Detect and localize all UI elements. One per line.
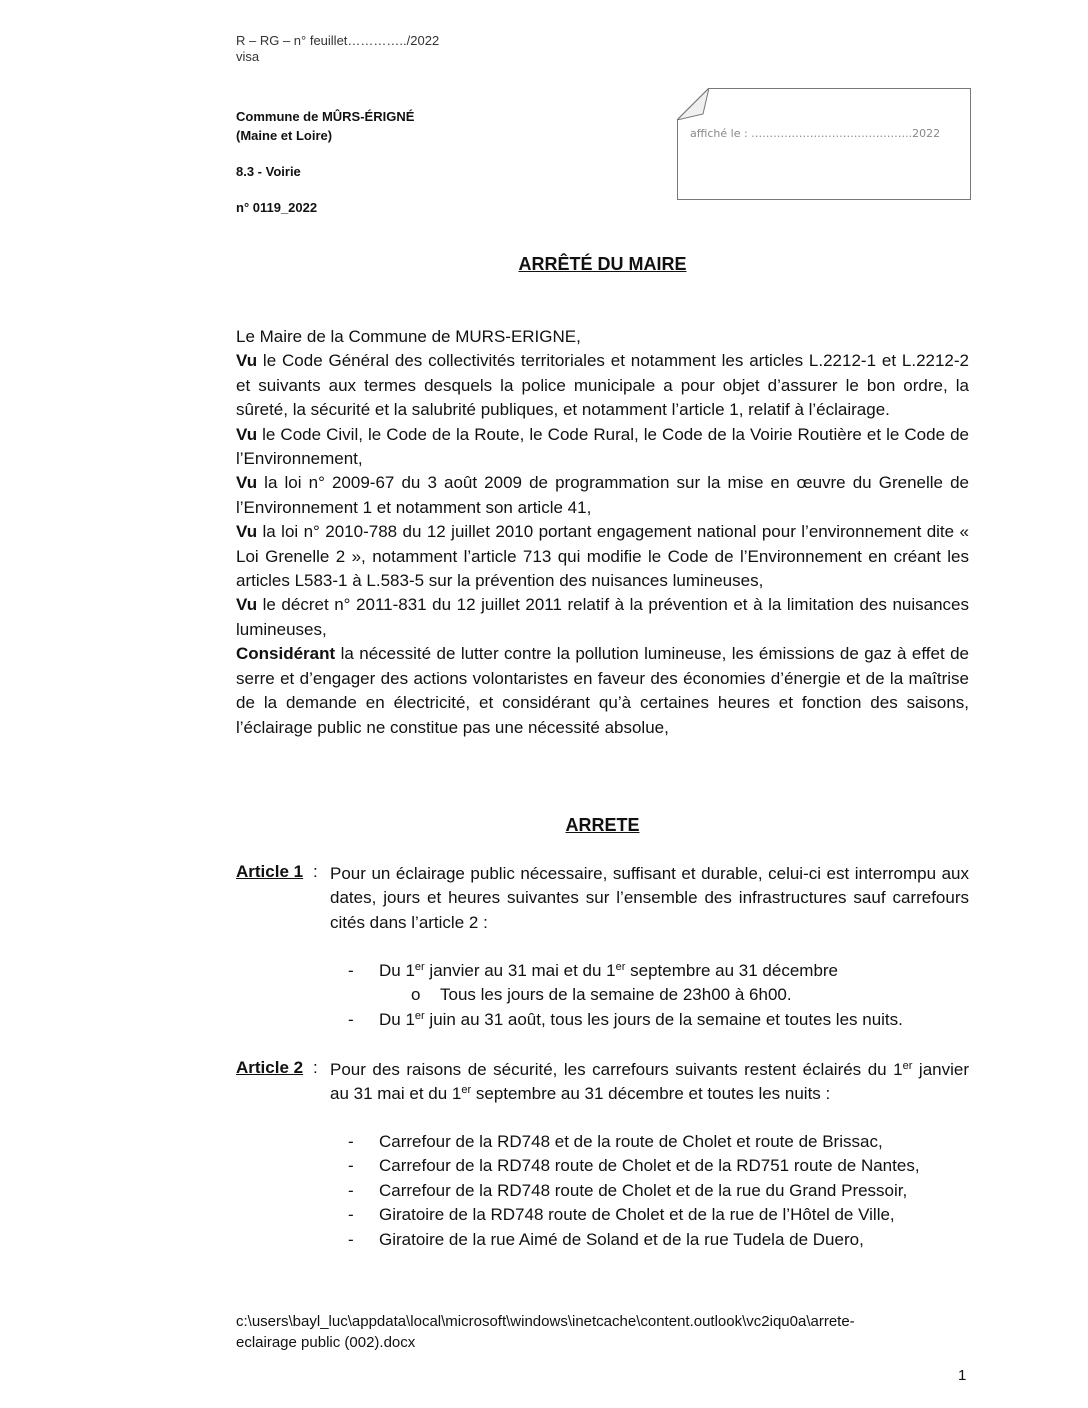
article-1-label: Article 1 <box>236 862 304 881</box>
posting-notice-box <box>677 88 971 200</box>
preamble-paragraph: Vu le décret n° 2011-831 du 12 juillet 2011 relatif à la prévention et à la limitation des nuisances lumineuses, <box>236 595 969 639</box>
article-2-label: Article 2 <box>236 1058 304 1077</box>
preamble-paragraph: Considérant la nécessité de lutter contre la pollution lumineuse, les émissions de gaz à effet de serre et d’engager des actions volontaristes en faveur des économies d’énergie et de la maîtrise de la demande en électricité, et considérant qu’à certaines heures et fonction des saisons, l’éclairage public ne constitue pas une nécessité absolue, <box>236 644 969 737</box>
list-item-text: Du 1er janvier au 31 mai et du 1er septembre au 31 décembre <box>379 961 839 980</box>
page-number: 1 <box>958 1367 967 1384</box>
article-2-list <box>348 1130 968 1252</box>
bullet-circle: o <box>411 985 421 1005</box>
folded-corner-icon <box>677 88 709 120</box>
list-item <box>348 1228 968 1252</box>
category-label: 8.3 - Voirie <box>236 164 301 179</box>
list-item <box>348 959 968 983</box>
bullet-dash: - <box>348 1205 354 1225</box>
list-item-text: Giratoire de la RD748 route de Cholet et de la rue de l’Hôtel de Ville, <box>379 1205 895 1225</box>
list-item-text: Carrefour de la RD748 route de Cholet et de la RD751 route de Nantes, <box>379 1156 920 1176</box>
file-path-line: eclairage public (002).docx <box>236 1334 416 1351</box>
preamble-paragraph: Vu la loi n° 2010-788 du 12 juillet 2010 portant engagement national pour l’environnement dite « Loi Grenelle 2 », notamment l’article 713 qui modifie le Code de l’Environnement en créant les articles L583-1 à L.583-5 sur la prévention des nuisances lumineuses, <box>236 522 969 591</box>
list-item-text: Du 1er juin au 31 août, tous les jours de la semaine et toutes les nuits. <box>379 1009 903 1029</box>
preamble-paragraph: Vu la loi n° 2009-67 du 3 août 2009 de programmation sur la mise en œuvre du Grenelle de l’Environnement 1 et notamment son article 41, <box>236 473 969 517</box>
list-item <box>348 1203 968 1227</box>
posted-on-label: affiché le : ……………………………………..2022 <box>690 127 941 140</box>
article-2-colon: : <box>313 1058 318 1077</box>
article-1-colon: : <box>313 862 318 881</box>
commune-name: Commune de MÛRS-ÉRIGNÉ <box>236 109 415 124</box>
bullet-dash: - <box>348 1229 354 1249</box>
file-path-footer <box>236 1311 969 1353</box>
bullet-dash: - <box>348 1156 354 1176</box>
article-2-text: Pour des raisons de sécurité, les carrefours suivants restent éclairés du 1er janvier au 31 mai et du 1er septembre au 31 décembre et toutes les nuits : <box>330 1060 969 1104</box>
article-1-text: Pour un éclairage public nécessaire, suffisant et durable, celui-ci est interrompu aux dates, jours et heures suivantes sur l’ensemble des infrastructures sauf carrefours cités dans l’article 2 : <box>330 864 969 932</box>
bullet-dash: - <box>348 1180 354 1200</box>
decision-title: ARRETE <box>565 815 640 835</box>
reference-block <box>236 33 439 65</box>
page-title: ARRÊTÉ DU MAIRE <box>518 254 687 274</box>
feuillet-reference: R – RG – n° feuillet…………../2022 <box>236 33 440 48</box>
list-item-text: Carrefour de la RD748 route de Cholet et de la rue du Grand Pressoir, <box>379 1180 908 1200</box>
preamble-paragraph: Vu le Code Civil, le Code de la Route, le Code Rural, le Code de la Voirie Routière et le Code de l’Environnement, <box>236 424 969 469</box>
list-item <box>348 1179 968 1203</box>
article-1-list <box>348 959 968 1032</box>
bullet-dash: - <box>348 961 354 980</box>
list-item-text: Giratoire de la rue Aimé de Soland et de la rue Tudela de Duero, <box>379 1229 864 1249</box>
list-item <box>348 1154 968 1178</box>
list-item <box>348 1130 968 1154</box>
preamble <box>236 325 969 740</box>
list-subitem <box>348 983 968 1007</box>
decree-number: n° 0119_2022 <box>236 200 318 215</box>
file-path-line: c:\users\bayl_luc\appdata\local\microsoft\windows\inetcache\content.outlook\vc2iqu0a\arrete- <box>236 1313 855 1330</box>
department-name: (Maine et Loire) <box>236 128 333 143</box>
visa-label: visa <box>236 49 260 64</box>
preamble-paragraph: Vu le Code Général des collectivités territoriales et notamment les articles L.2212-1 et L.2212-2 et suivants aux termes desquels la police municipale a pour objet d’assurer le bon ordre, la sûreté, la sécurité et la salubrité publiques, et notamment l’article 1, relatif à l’éclairage. <box>236 351 969 420</box>
bullet-dash: - <box>348 1009 354 1029</box>
list-item <box>348 1008 968 1032</box>
list-subitem-text: Tous les jours de la semaine de 23h00 à 6h00. <box>440 985 792 1005</box>
preamble-intro: Le Maire de la Commune de MURS-ERIGNE, <box>236 327 581 346</box>
commune-header <box>236 107 414 145</box>
bullet-dash: - <box>348 1132 354 1151</box>
list-item-text: Carrefour de la RD748 et de la route de Cholet et route de Brissac, <box>379 1132 883 1151</box>
